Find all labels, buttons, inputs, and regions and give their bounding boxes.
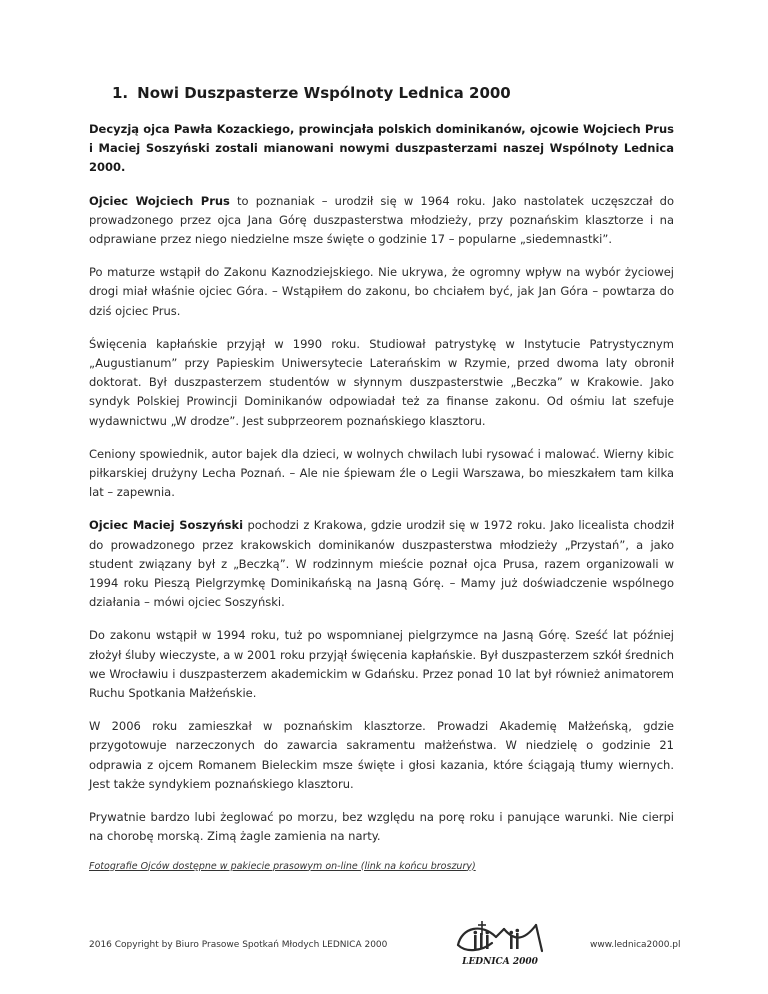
footer-website-link[interactable]: www.lednica2000.pl <box>590 940 681 950</box>
intro-paragraph: Decyzją ojca Pawła Kozackiego, prowincjała polskich dominikanów, ojcowie Wojciech Prus i Maciej Soszyński zostali mianowani nowymi duszpasterzami naszej Wspólnoty Lednica 2000. <box>89 122 674 175</box>
logo-text: LEDNICA 2000 <box>462 957 538 967</box>
heading-number: 1. <box>112 84 129 102</box>
paragraph-soszynski-poznan: W 2006 roku zamieszkał w poznańskim klasztorze. Prowadzi Akademię Małżeńską, gdzie przygotowuje narzeczonych do zawarcia sakramentu małżeństwa. W niedzielę o godzinie 21 odprawia z ojcem Romanem Bieleckim msze święte i głosi kazania, które ściągają tłumy wiernych. Jest także syndykiem poznańskiego klasztoru. <box>89 719 674 791</box>
lednica-logo <box>452 919 548 967</box>
paragraph-prus-bio <box>89 192 674 250</box>
name-maciej-soszynski: Ojciec Maciej Soszyński <box>89 518 244 533</box>
heading-title: Nowi Duszpasterze Wspólnoty Lednica 2000 <box>137 84 511 102</box>
footer-copyright: 2016 Copyright by Biuro Prasowe Spotkań Młodych LEDNICA 2000 <box>89 940 388 950</box>
paragraph-text: to poznaniak – urodził się w 1964 roku. Jako nastolatek uczęszczał do prowadzonego przez ojca Jana Górę duszpasterstwa młodzieży, przy poznańskim klasztorze i na odprawiane przez niego niedzielne msze święte o godzinie 17 – popularne „siedemnastki”. <box>89 193 674 247</box>
name-wojciech-prus: Ojciec Wojciech Prus <box>89 193 230 208</box>
paragraph-prus-career: Święcenia kapłańskie przyjął w 1990 roku. Studiował patrystykę w Instytucie Patrystycznym „Augustianum” przy Papieskim Uniwersytecie Laterańskim w Rzymie, przed dwoma laty obronił doktorat. Był duszpasterzem studentów w słynnym duszpasterstwie „Beczka” w Krakowie. Jako syndyk Polskiej Prowincji Dominikanów odpowiadał też za finanse zakonu. Od ośmiu lat szefuje wydawnictwu „W drodze”. Jest subprzeorem poznańskiego klasztoru. <box>89 336 674 428</box>
paragraph-prus-hobbies: Ceniony spowiednik, autor bajek dla dzieci, w wolnych chwilach lubi rysować i malować. Wierny kibic piłkarskiej drużyny Lecha Poznań. – Ale nie śpiewam źle o Legii Warszawa, bo mieszkałem tam kilka lat – zapewnia. <box>89 446 674 500</box>
paragraph-text: pochodzi z Krakowa, gdzie urodził się w 1972 roku. Jako licealista chodził do prowadzonego przez krakowskich dominikanów duszpasterstwa młodzieży „Przystań”, a jako student związany był z „Beczką”. W rodzinnym mieście poznał ojca Prusa, razem organizowali w 1994 roku Pieszą Pielgrzymkę Dominikańską na Jasną Górę. – Mamy już doświadczenie wspólnego działania – mówi ojciec Soszyński. <box>89 518 674 610</box>
paragraph-prus-vocation: Po maturze wstąpił do Zakonu Kaznodziejskiego. Nie ukrywa, że ogromny wpływ na wybór życiowej drogi miał właśnie ojciec Góra. – Wstąpiłem do zakonu, bo chciałem być, jak Jan Góra – powtarza do dziś ojciec Prus. <box>89 265 674 318</box>
photo-note-link[interactable]: Fotografie Ojców dostępne w pakiecie prasowym on-line (link na końcu broszury) <box>89 860 476 872</box>
article-body <box>89 120 674 872</box>
paragraph-soszynski-career: Do zakonu wstąpił w 1994 roku, tuż po wspomnianej pielgrzymce na Jasną Górę. Sześć lat później złożył śluby wieczyste, a w 2001 roku przyjął święcenia kapłańskie. Był duszpasterzem szkół średnich we Wrocławiu i duszpasterzem akademickim w Gdańsku. Przez ponad 10 lat był również animatorem Ruchu Spotkania Małżeńskie. <box>89 628 674 701</box>
paragraph-soszynski-hobbies: Prywatnie bardzo lubi żeglować po morzu, bez względu na porę roku i panujące warunki. Nie cierpi na chorobę morską. Zimą żagle zamienia na narty. <box>89 810 674 844</box>
section-heading <box>112 84 511 102</box>
paragraph-soszynski-bio <box>89 516 674 612</box>
